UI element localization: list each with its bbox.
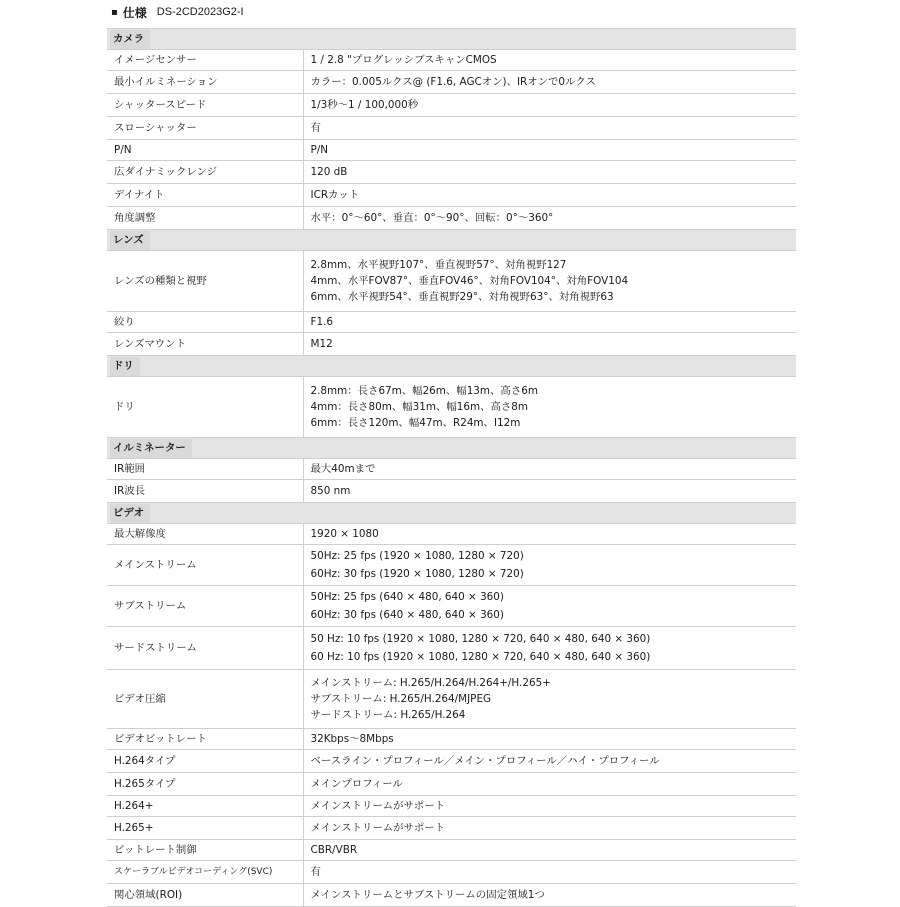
spec-label: H.265タイプ: [107, 773, 303, 796]
spec-value: [303, 377, 796, 438]
spec-value-line: 有: [310, 865, 321, 878]
section-title: カメラ: [110, 30, 150, 49]
spec-row: [107, 94, 796, 117]
section-header: [107, 230, 796, 251]
spec-value-line: 850 nm: [310, 484, 351, 497]
spec-row: [107, 773, 796, 796]
spec-table: [107, 28, 796, 907]
spec-value-line: メインプロフィール: [310, 777, 403, 790]
section-title: ビデオ: [110, 504, 150, 523]
section-header: [107, 438, 796, 459]
spec-label: P/N: [107, 140, 303, 161]
spec-row: [107, 50, 796, 71]
spec-value: [303, 184, 796, 207]
spec-label: スローシャッター: [107, 117, 303, 140]
spec-value: [303, 459, 796, 480]
spec-value-line: 50 Hz: 10 fps (1920 × 1080, 1280 × 720, 640 × 480, 640 × 360): [310, 633, 651, 645]
section-header: [107, 356, 796, 377]
spec-label: デイナイト: [107, 184, 303, 207]
spec-label: 広ダイナミックレンジ: [107, 161, 303, 184]
spec-value-line: ICRカット: [310, 188, 360, 201]
spec-value-line: メインストリーム: H.265/H.264/H.264+/H.265+: [310, 677, 551, 689]
spec-value: [303, 94, 796, 117]
spec-value: [303, 333, 796, 356]
section-header: [107, 503, 796, 524]
spec-row: [107, 117, 796, 140]
spec-label: サブストリーム: [107, 586, 303, 627]
spec-heading: [111, 2, 244, 22]
spec-row: [107, 627, 796, 670]
spec-value-line: P/N: [310, 143, 329, 156]
spec-label: H.265+: [107, 817, 303, 840]
spec-value: [303, 773, 796, 796]
spec-row: [107, 480, 796, 503]
spec-label: IR波長: [107, 480, 303, 503]
spec-value-line: 60Hz: 30 fps (640 × 480, 640 × 360): [310, 609, 504, 621]
spec-value: [303, 524, 796, 545]
spec-value: [303, 840, 796, 861]
spec-row: [107, 524, 796, 545]
spec-value-line: 1 / 2.8 "プログレッシブスキャンCMOS: [310, 53, 497, 66]
spec-value-line: 60 Hz: 10 fps (1920 × 1080, 1280 × 720, 640 × 480, 640 × 360): [310, 651, 651, 663]
spec-label: メインストリーム: [107, 545, 303, 586]
spec-label: 最小イルミネーション: [107, 71, 303, 94]
spec-value: [303, 627, 796, 670]
spec-row: [107, 377, 796, 438]
spec-value-line: 1920 × 1080: [310, 527, 379, 540]
spec-row: [107, 750, 796, 773]
spec-value-line: 2.8mm、水平視野107°、垂直視野57°、対角視野127: [310, 259, 567, 271]
spec-value: [303, 161, 796, 184]
spec-value-line: カラー：0.005ルクス@ (F1.6, AGCオン)、IRオンで0ルクス: [310, 75, 596, 88]
spec-value-line: 6mm、水平視野54°、垂直視野29°、対角視野63°、対角視野63: [310, 291, 614, 303]
spec-value-line: 4mm、水平FOV87°、垂直FOV46°、対角FOV104°、対角FOV104: [310, 275, 629, 287]
spec-value: [303, 817, 796, 840]
spec-value-line: メインストリームがサポート: [310, 799, 446, 812]
spec-value: [303, 861, 796, 884]
spec-row: [107, 459, 796, 480]
spec-label: 関心領域(ROI): [107, 884, 303, 907]
spec-value-line: 60Hz: 30 fps (1920 × 1080, 1280 × 720): [310, 568, 524, 580]
section-header: [107, 29, 796, 50]
spec-value: [303, 729, 796, 750]
spec-value-line: F1.6: [310, 315, 334, 328]
spec-value-line: 有: [310, 121, 321, 134]
spec-row: [107, 312, 796, 333]
spec-row: [107, 796, 796, 817]
spec-value: [303, 670, 796, 729]
spec-label: レンズの種類と視野: [107, 251, 303, 312]
spec-label: ビデオ圧縮: [107, 670, 303, 729]
spec-value: [303, 884, 796, 907]
spec-value: [303, 50, 796, 71]
spec-row: [107, 251, 796, 312]
spec-row: [107, 861, 796, 884]
spec-value: [303, 251, 796, 312]
section-title: レンズ: [110, 231, 150, 250]
spec-value-line: メインストリームがサポート: [310, 821, 446, 834]
model-number: DS-2CD2023G2-I: [156, 6, 244, 18]
spec-value-line: 120 dB: [310, 165, 348, 178]
spec-value-line: サードストリーム: H.265/H.264: [310, 709, 466, 721]
spec-title: 仕様: [122, 5, 147, 20]
spec-value-line: CBR/VBR: [310, 843, 358, 856]
spec-value: [303, 545, 796, 586]
spec-label: 角度調整: [107, 207, 303, 230]
spec-label: H.264タイプ: [107, 750, 303, 773]
spec-value-line: 水平：0°～60°、垂直：0°～90°、回転：0°～360°: [310, 211, 554, 224]
spec-label: ドリ: [107, 377, 303, 438]
spec-row: [107, 817, 796, 840]
spec-row: [107, 545, 796, 586]
spec-value: [303, 586, 796, 627]
spec-label: サードストリーム: [107, 627, 303, 670]
spec-value: [303, 480, 796, 503]
spec-row: [107, 333, 796, 356]
spec-value-line: サブストリーム: H.265/H.264/MJPEG: [310, 693, 492, 705]
spec-label: スケーラブルビデオコーディング(SVC): [107, 861, 303, 884]
section-title: ドリ: [110, 357, 140, 376]
spec-label: IR範囲: [107, 459, 303, 480]
spec-row: [107, 184, 796, 207]
spec-label: 絞り: [107, 312, 303, 333]
spec-row: [107, 670, 796, 729]
spec-value: [303, 312, 796, 333]
spec-value-line: 最大40mまで: [310, 462, 376, 475]
spec-value: [303, 750, 796, 773]
spec-label: ビットレート制御: [107, 840, 303, 861]
spec-value: [303, 140, 796, 161]
bullet-icon: ▪: [111, 6, 118, 18]
spec-value-line: 50Hz: 25 fps (1920 × 1080, 1280 × 720): [310, 550, 524, 562]
spec-label: レンズマウント: [107, 333, 303, 356]
spec-value: [303, 71, 796, 94]
spec-row: [107, 586, 796, 627]
spec-label: H.264+: [107, 796, 303, 817]
spec-label: ビデオビットレート: [107, 729, 303, 750]
spec-row: [107, 140, 796, 161]
spec-value-line: 4mm：長さ80m、幅31m、幅16m、高さ8m: [310, 401, 529, 413]
spec-value: [303, 207, 796, 230]
spec-value-line: M12: [310, 337, 333, 350]
spec-value-line: 6mm：長さ120m、幅47m、R24m、I12m: [310, 417, 521, 429]
spec-value-line: メインストリームとサブストリームの固定領域1つ: [310, 888, 545, 901]
spec-value-line: 2.8mm：長さ67m、幅26m、幅13m、高さ6m: [310, 385, 538, 397]
spec-row: [107, 884, 796, 907]
spec-row: [107, 161, 796, 184]
spec-value: [303, 796, 796, 817]
spec-value-line: 1/3秒～1 / 100,000秒: [310, 98, 419, 111]
spec-label: シャッタースピード: [107, 94, 303, 117]
spec-row: [107, 207, 796, 230]
spec-value-line: ベースライン・プロフィール／メイン・プロフィール／ハイ・プロフィール: [310, 754, 660, 767]
spec-value: [303, 117, 796, 140]
spec-value-line: 50Hz: 25 fps (640 × 480, 640 × 360): [310, 591, 504, 603]
section-title: イルミネーター: [110, 439, 192, 458]
spec-row: [107, 71, 796, 94]
spec-label: イメージセンサー: [107, 50, 303, 71]
spec-row: [107, 729, 796, 750]
spec-value-line: 32Kbps～8Mbps: [310, 732, 394, 745]
spec-label: 最大解像度: [107, 524, 303, 545]
spec-row: [107, 840, 796, 861]
